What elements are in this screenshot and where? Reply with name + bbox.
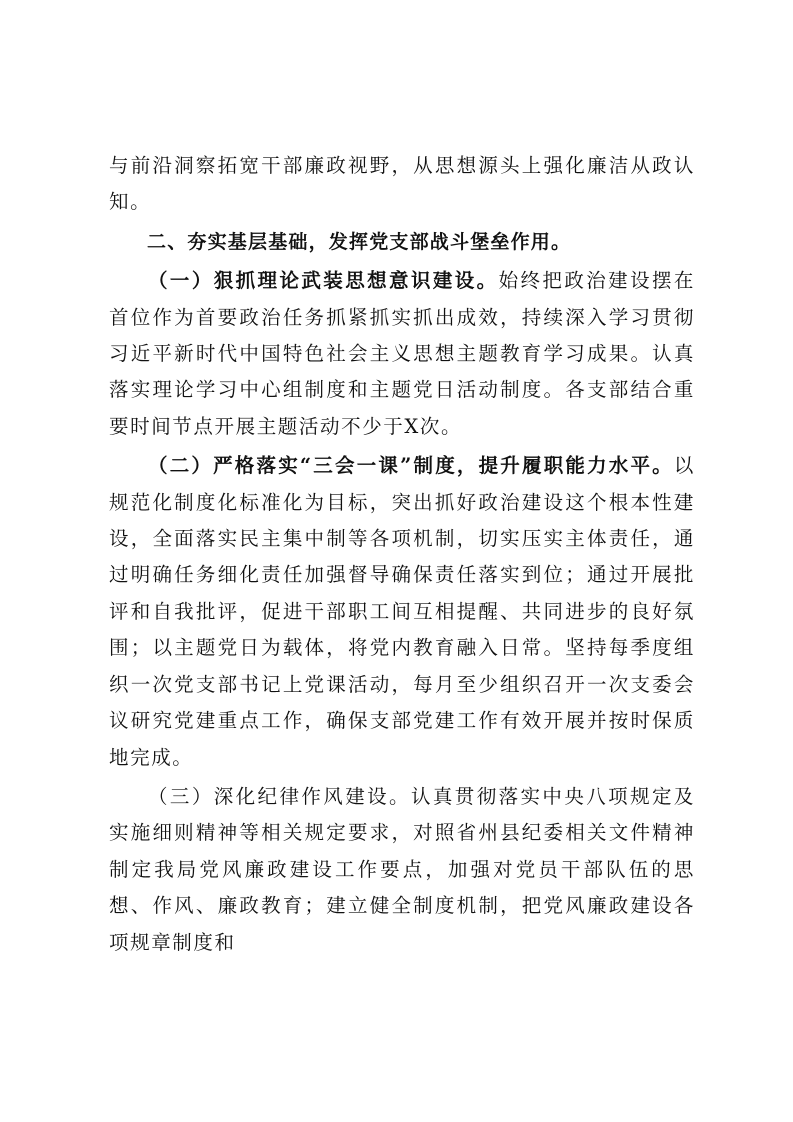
item-3-body: 认真贯彻落实中央八项规定及实施细则精神等相关规定要求，对照省州县纪委相关文件精神制定我局党风廉政建设工作要点，加强对党员干部队伍的思想、作风、廉政教育；建立健全制度机制，把党风廉政建设各项规章制度和 [109, 784, 695, 954]
section-heading: 二、夯实基层基础，发挥党支部战斗堡垒作用。 [147, 230, 572, 253]
document-body [109, 148, 695, 961]
item-2-body: 以规范化制度化标准化为目标，突出抓好政治建设这个根本性建设，全面落实民主集中制等各项机制，切实压实主体责任，通过明确任务细化责任加强督导确保责任落实到位；通过开展批评和自我批评，促进干部职工间互相提醒、共同进步的良好氛围；以主题党日为载体，将党内教育融入日常。坚持每季度组织一次党支部书记上党课活动，每月至少组织召开一次支委会议研究党建重点工作，确保支部党建工作有效开展并按时保质地完成。 [109, 454, 695, 769]
item-1-heading: （一）狠抓理论武装思想意识建设。 [148, 269, 499, 293]
item-2-heading: （二）严格落实“三会一课”制度，提升履职能力水平。 [148, 454, 674, 478]
paragraph-item-2 [109, 448, 695, 776]
paragraph-item-1 [109, 263, 695, 445]
paragraph-item-3 [109, 779, 695, 961]
item-1-body: 始终把政治建设摆在首位作为首要政治任务抓紧抓实抓出成效，持续深入学习贯彻习近平新时代中国特色社会主义思想主题教育学习成果。认真落实理论学习中心组制度和主题党日活动制度。各支部结合重要时间节点开展主题活动不少于X次。 [109, 269, 695, 438]
item-3-heading: （三）深化纪律作风建设。 [148, 784, 411, 808]
paragraph-continuation: 与前沿洞察拓宽干部廉政视野，从思想源头上强化廉洁从政认知。 [109, 154, 695, 214]
